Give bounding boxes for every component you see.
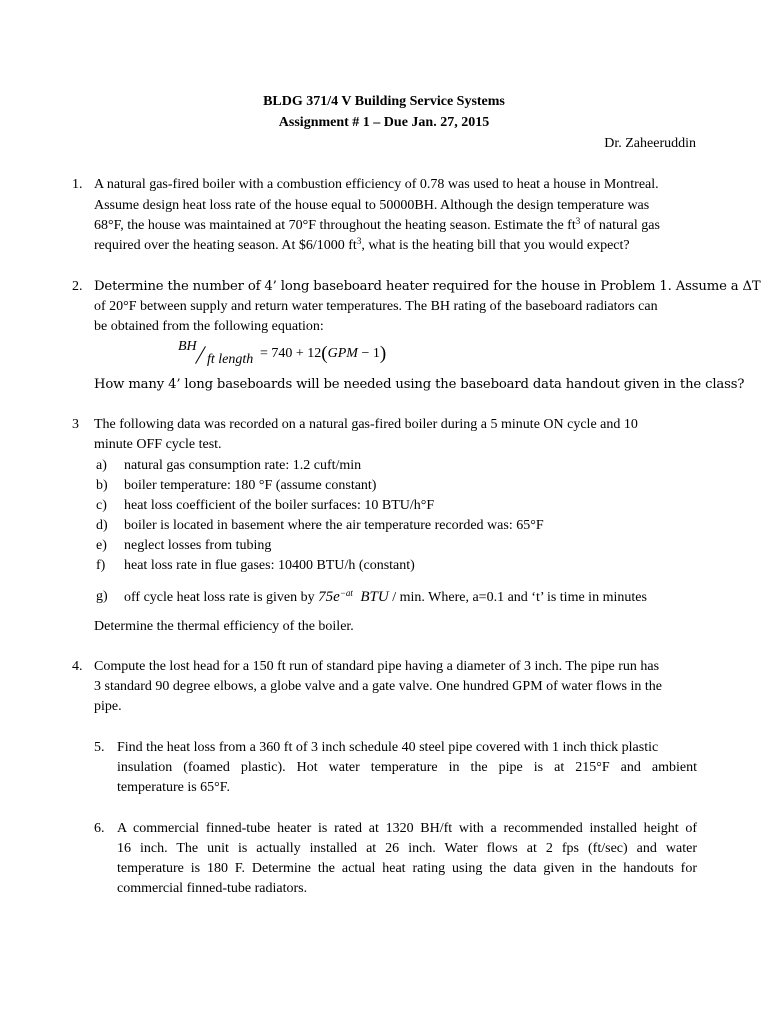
item-c-label: c) (96, 498, 107, 513)
question-1-line-3: 68°F, the house was maintained at 70°F throughout the heating season. Estimate the $ft^3$ of natural gas (94, 216, 660, 233)
question-2-line-1: Determine the number of 4’ long baseboard heater required for the house in Problem 1. Assume a ΔT (94, 279, 761, 294)
equation-ft-length: ft length (207, 352, 254, 367)
equation-bh: BH (178, 339, 197, 354)
question-5-line-2: insulation (foamed plastic). Hot water temperature in the pipe is at 215°F and ambient (117, 760, 697, 775)
item-f-label: f) (96, 558, 106, 573)
question-1-number: 1. (72, 177, 83, 192)
item-c-text: heat loss coefficient of the boiler surfaces: 10 BTU/h°F (124, 498, 435, 513)
question-6-line-2: 16 inch. The unit is actually installed at 26 inch. Water flows at 2 fps (ft/sec) and water (117, 841, 697, 856)
item-d-label: d) (96, 518, 108, 533)
question-1-line-4: required over the heating season. At $6/1000 $ft^3$, what is the heating bill that you would expect? (94, 236, 630, 253)
instructor-name: Dr. Zaheeruddin (604, 136, 696, 151)
item-b-label: b) (96, 478, 108, 493)
item-e-label: e) (96, 538, 107, 553)
question-6-body (117, 819, 697, 899)
question-2-number: 2. (72, 279, 83, 294)
question-4-line-3: pipe. (94, 699, 122, 714)
question-1-line-1: A natural gas-fired boiler with a combustion efficiency of 0.78 was used to heat a house in Montreal. (94, 177, 659, 192)
question-2-line-4: How many 4’ long baseboards will be needed using the baseboard data handout given in the class? (94, 377, 745, 392)
question-3-line-1: The following data was recorded on a natural gas-fired boiler during a 5 minute ON cycle and 10 (94, 417, 638, 432)
question-4-line-2: 3 standard 90 degree elbows, a globe valve and a gate valve. One hundred GPM of water flows in the (94, 679, 662, 694)
question-5-body (117, 738, 697, 798)
item-e-text: neglect losses from tubing (124, 538, 272, 553)
assignment-title: Assignment # 1 – Due Jan. 27, 2015 (278, 115, 490, 130)
course-title: BLDG 371/4 V Building Service Systems (263, 94, 505, 109)
question-6-number: 6. (94, 821, 105, 836)
item-d-text: boiler is located in basement where the air temperature recorded was: 65°F (124, 518, 544, 533)
question-3-line-2: minute OFF cycle test. (94, 437, 222, 452)
question-4-line-1: Compute the lost head for a 150 ft run of standard pipe having a diameter of 3 inch. The pipe run has (94, 659, 660, 674)
question-6-line-1: A commercial finned-tube heater is rated at 1320 BH/ft with a recommended installed height of (117, 821, 697, 836)
equation-rhs: = 740 + 12(GPM − 1) (260, 343, 387, 364)
question-3-closing: Determine the thermal efficiency of the boiler. (94, 619, 354, 634)
question-5-line-1: Find the heat loss from a 360 ft of 3 inch schedule 40 steel pipe covered with 1 inch thick plastic (117, 740, 659, 755)
question-5-line-3: temperature is 65°F. (117, 780, 230, 795)
item-a-text: natural gas consumption rate: 1.2 cuft/min (124, 458, 362, 473)
item-b-text: boiler temperature: 180 °F (assume constant) (124, 478, 377, 493)
question-5-number: 5. (94, 740, 105, 755)
question-1-line-2: Assume design heat loss rate of the house equal to 50000BH. Although the design temperature was (94, 198, 650, 213)
question-2-line-3: be obtained from the following equation: (94, 319, 324, 334)
question-3-number: 3 (72, 417, 79, 432)
question-6-line-3: temperature is 180 F. Determine the actual heat rating using the data given in the handouts for (117, 861, 697, 876)
question-6-line-4: commercial finned-tube radiators. (117, 881, 308, 896)
item-f-text: heat loss rate in flue gases: 10400 BTU/h (constant) (124, 558, 415, 573)
question-2-line-2: of 20°F between supply and return water temperatures. The BH rating of the baseboard radiators can (94, 299, 658, 314)
item-a-label: a) (96, 458, 107, 473)
question-4-number: 4. (72, 659, 83, 674)
item-g-label: g) (96, 589, 108, 604)
item-g-text: off cycle heat loss rate is given by $75e^{-at}$ BTU / min. Where, a=0.1 and ‘t’ is time in minutes (124, 588, 647, 605)
